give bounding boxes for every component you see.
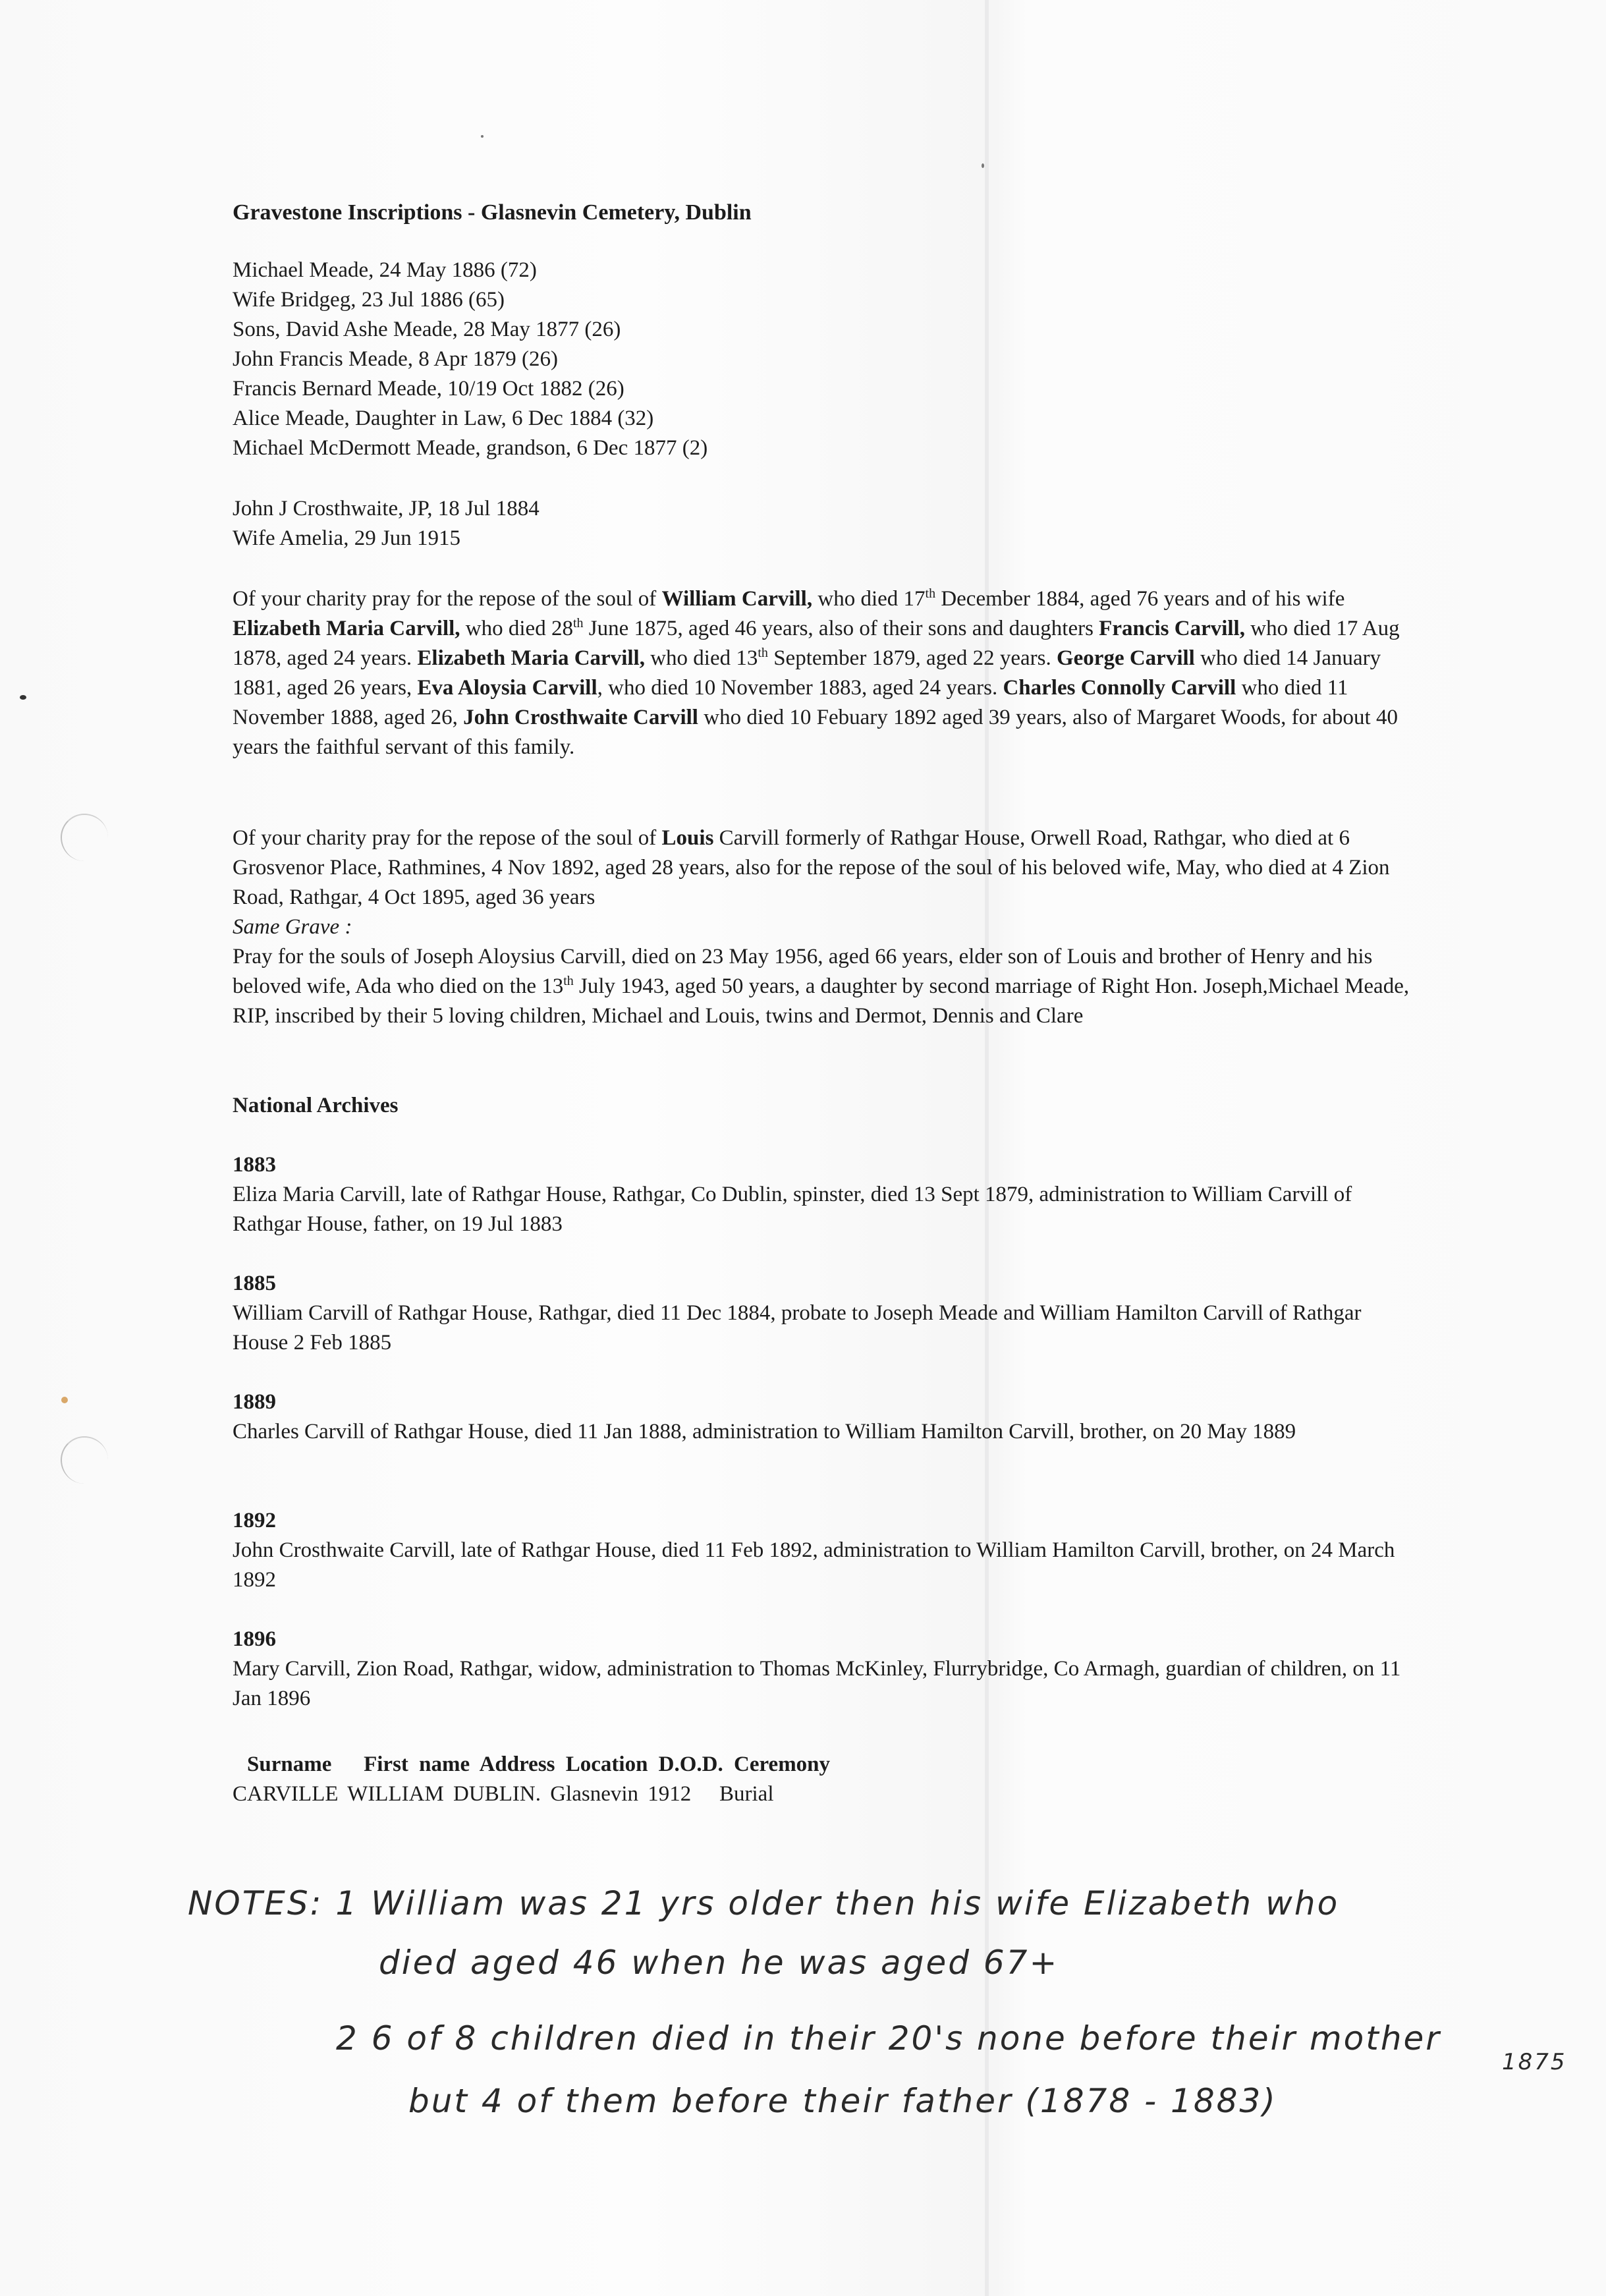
name-bold: Elizabeth Maria Carvill, xyxy=(417,646,645,670)
archive-entry-1896 xyxy=(233,1625,1412,1714)
handwritten-note-annotation: 1875 xyxy=(1502,2049,1567,2075)
punch-hole-mark xyxy=(61,814,108,861)
name-bold: Eva Aloysia Carvill xyxy=(417,676,597,700)
list-item: Wife Bridgeg, 23 Jul 1886 (65) xyxy=(233,288,505,312)
archive-text: Charles Carvill of Rathgar House, died 11 Jan 1888, administration to William Hamilton Carvill, brother, on 20 May 1889 xyxy=(233,1420,1296,1443)
archive-year: 1889 xyxy=(233,1390,276,1414)
list-item: Michael Meade, 24 May 1886 (72) xyxy=(233,258,537,282)
list-item: Sons, David Ashe Meade, 28 May 1877 (26) xyxy=(233,318,621,341)
name-bold: Charles Connolly Carvill xyxy=(1003,676,1236,700)
table-row: CARVILLE WILLIAM DUBLIN. Glasnevin 1912 Burial xyxy=(233,1782,774,1806)
burial-table xyxy=(233,1750,1412,1809)
speck xyxy=(20,695,26,700)
archive-year: 1885 xyxy=(233,1272,276,1295)
name-bold: Louis xyxy=(661,826,714,850)
speck xyxy=(481,135,484,138)
joseph-carvill-inscription: Pray for the souls of Joseph Aloysius Carvill, died on 23 May 1956, aged 66 years, elder son of Louis and brother of Henry and his beloved wife, Ada who died on the 13th July 1943, aged 50 years, a daughter by second marriage of Right Hon. Joseph,Michael Meade, RIP, inscribed by their 5 loving children, Michael and Louis, twins and Dermot, Dennis and Clare xyxy=(233,945,1410,1028)
name-bold: John Crosthwaite Carvill xyxy=(463,706,698,729)
name-bold: Francis Carvill, xyxy=(1099,617,1245,640)
archive-text: Eliza Maria Carvill, late of Rathgar House, Rathgar, Co Dublin, spinster, died 13 Sept 1879, administration to William Carvill of Rathgar House, father, on 19 Jul 1883 xyxy=(233,1183,1352,1236)
archive-entry-1883 xyxy=(233,1150,1412,1239)
william-carvill-inscription: Of your charity pray for the repose of the soul of William Carvill, who died 17th December 1884, aged 76 years and of his wife Elizabeth Maria Carvill, who died 28th June 1875, aged 46 years, also of their sons and daughters Francis Carvill, who died 17 Aug 1878, aged 24 years. Elizabeth Maria Carvill, who died 13th September 1879, aged 22 years. George Carvill who died 14 January 1881, aged 26 years, Eva Aloysia Carvill, who died 10 November 1883, aged 24 years. Charles Connolly Carvill who died 11 November 1888, aged 26, John Crosthwaite Carvill who died 10 Febuary 1892 aged 39 years, also of Margaret Woods, for about 40 years the faithful servant of this family. xyxy=(233,586,1400,759)
list-item: Wife Amelia, 29 Jun 1915 xyxy=(233,526,461,550)
national-archives-heading: National Archives xyxy=(233,1094,399,1117)
list-item: Alice Meade, Daughter in Law, 6 Dec 1884 (32) xyxy=(233,406,654,430)
meade-list xyxy=(233,256,1412,463)
handwritten-note-line: but 4 of them before their father (1878 - 1883) xyxy=(408,2082,1277,2120)
list-item: John J Crosthwaite, JP, 18 Jul 1884 xyxy=(233,497,540,520)
archive-entry-1892 xyxy=(233,1506,1412,1595)
handwritten-note-line: 2 6 of 8 children died in their 20's none before their mother xyxy=(336,2019,1441,2058)
name-bold: Elizabeth Maria Carvill, xyxy=(233,617,460,640)
same-grave-label: Same Grave : xyxy=(233,915,352,939)
archive-entry-1889 xyxy=(233,1387,1412,1447)
archive-text: Mary Carvill, Zion Road, Rathgar, widow, administration to Thomas McKinley, Flurrybridge, Co Armagh, guardian of children, on 11 Jan 1896 xyxy=(233,1657,1401,1710)
archive-year: 1883 xyxy=(233,1153,276,1177)
speck xyxy=(61,1397,68,1403)
name-bold: William Carvill, xyxy=(661,587,813,611)
name-bold: George Carvill xyxy=(1056,646,1195,670)
list-item: Francis Bernard Meade, 10/19 Oct 1882 (26) xyxy=(233,377,624,401)
archive-year: 1892 xyxy=(233,1509,276,1532)
document-title: Gravestone Inscriptions - Glasnevin Cemetery, Dublin xyxy=(233,200,752,225)
archive-entry-1885 xyxy=(233,1269,1412,1358)
louis-carvill-inscription: Of your charity pray for the repose of the soul of Louis Carvill formerly of Rathgar House, Orwell Road, Rathgar, who died at 6 Grosvenor Place, Rathmines, 4 Nov 1892, aged 28 years, also for the repose of the soul of his beloved wife, May, who died at 4 Zion Road, Rathgar, 4 Oct 1895, aged 36 years xyxy=(233,826,1390,909)
archive-text: John Crosthwaite Carvill, late of Rathgar House, died 11 Feb 1892, administration to William Hamilton Carvill, brother, on 24 March 1892 xyxy=(233,1538,1395,1592)
handwritten-note-line: NOTES: 1 William was 21 yrs older then his wife Elizabeth who xyxy=(188,1884,1340,1922)
speck xyxy=(982,163,984,168)
punch-hole-mark xyxy=(61,1436,108,1484)
archive-text: William Carvill of Rathgar House, Rathgar, died 11 Dec 1884, probate to Joseph Meade and William Hamilton Carvill of Rathgar House 2 Feb 1885 xyxy=(233,1301,1362,1355)
list-item: Michael McDermott Meade, grandson, 6 Dec 1877 (2) xyxy=(233,436,708,460)
handwritten-note-line: died aged 46 when he was aged 67+ xyxy=(379,1944,1059,1982)
crosthwaite-list xyxy=(233,494,1412,553)
archive-year: 1896 xyxy=(233,1627,276,1651)
list-item: John Francis Meade, 8 Apr 1879 (26) xyxy=(233,347,559,371)
table-header: Surname First name Address Location D.O.D. Ceremony xyxy=(247,1752,831,1776)
